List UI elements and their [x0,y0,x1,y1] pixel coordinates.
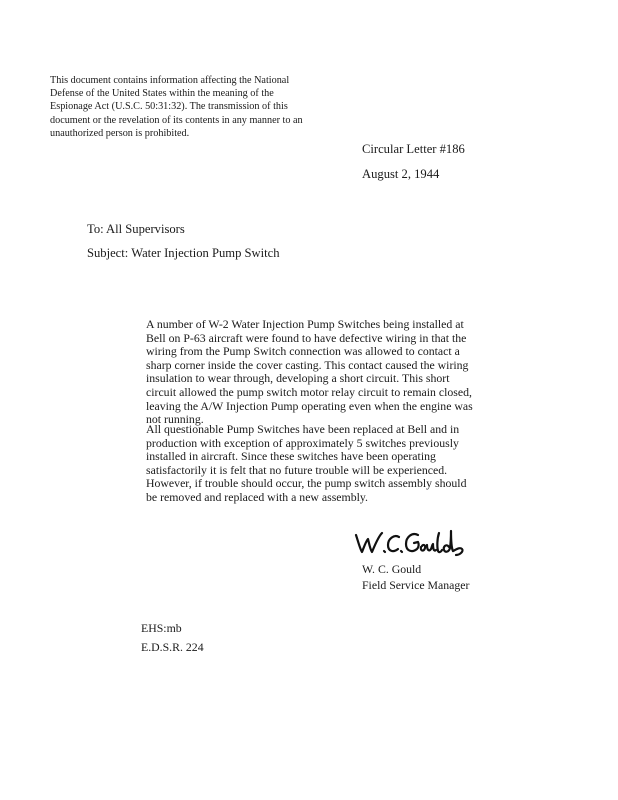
body-line: insulation to wear through, developing a short circuit. This short [146,371,450,386]
body-line: sharp corner inside the cover casting. This contact caused the wiring [146,357,469,372]
letter-date: August 2, 1944 [362,167,440,181]
notice-line: This document contains information affecting the National [50,75,290,86]
circular-letter-number: Circular Letter #186 [362,142,465,156]
body-line: be removed and replaced with a new assembly. [146,489,368,504]
body-line: Bell on P-63 aircraft were found to have defective wiring in that the [146,330,467,345]
handwritten-signature [352,525,468,563]
body-line: leaving the A/W Injection Pump operating even when the engine was [146,398,473,413]
signer-title: Field Service Manager [362,578,470,592]
body-line: A number of W-2 Water Injection Pump Switches being installed at [146,317,464,331]
body-line: circuit allowed the pump switch motor relay circuit to remain closed, [146,384,472,399]
body-line: All questionable Pump Switches have been replaced at Bell and in [146,422,460,436]
security-notice [50,74,350,140]
reference-number: E.D.S.R. 224 [141,640,204,654]
body-line: wiring from the Pump Switch connection was allowed to contact a [146,344,460,359]
signer-name: W. C. Gould [362,562,422,576]
typist-initials: EHS:mb [141,621,182,635]
notice-line: Espionage Act (U.S.C. 50:31:32). The transmission of this [50,101,288,113]
body-line: satisfactorily it is felt that no future trouble will be experienced. [146,462,448,477]
addressee: To: All Supervisors [87,222,185,236]
subject-line: Subject: Water Injection Pump Switch [87,246,280,260]
body-paragraph-1 [146,318,486,427]
notice-line: unauthorized person is prohibited. [50,127,190,139]
notice-line: document or the revelation of its contents in any manner to an [50,114,303,126]
body-line: installed in aircraft. Since these switches have been operating [146,449,436,464]
body-paragraph-2 [146,423,486,505]
body-line: production with exception of approximately 5 switches previously [146,435,459,450]
body-line: not running. [146,412,204,427]
body-line: However, if trouble should occur, the pump switch assembly should [146,476,467,491]
notice-line: Defense of the United States within the meaning of the [50,88,274,100]
